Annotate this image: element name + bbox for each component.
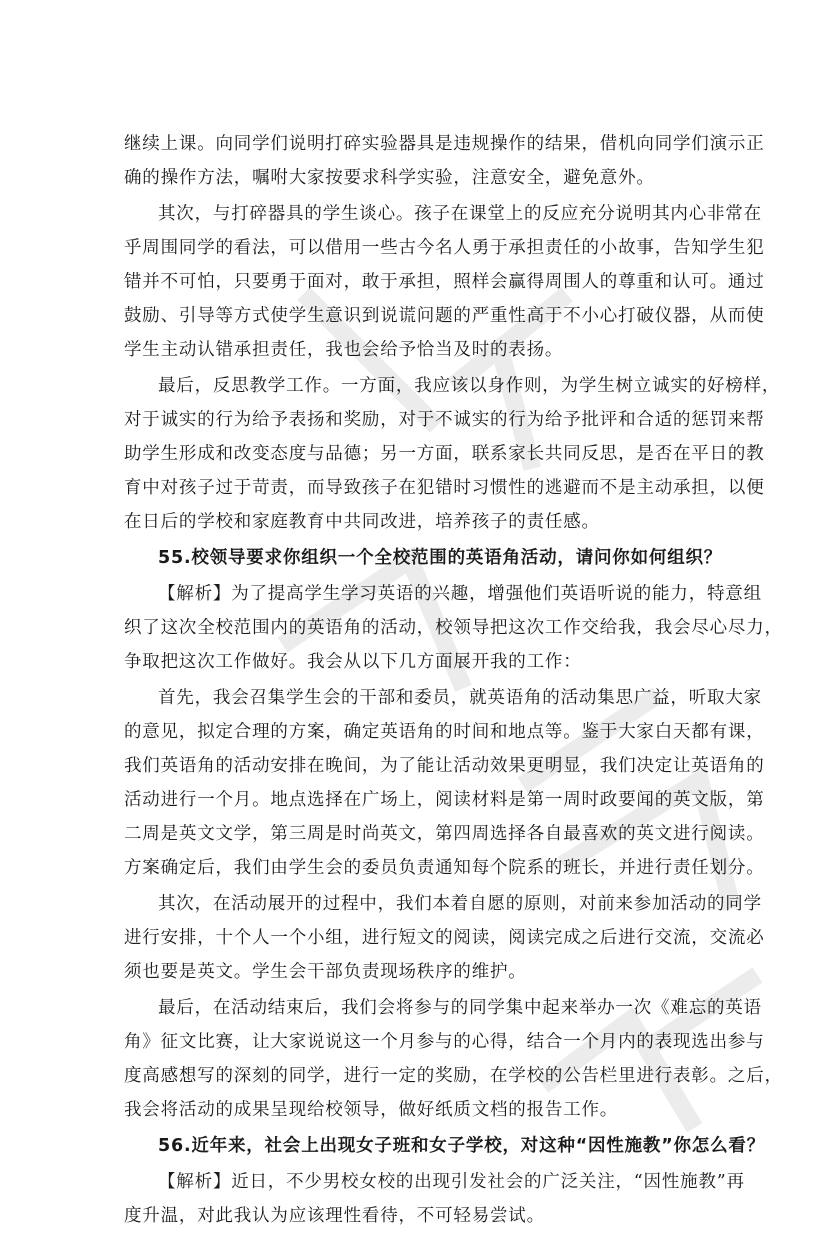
- text-line: 争取把这次工作做好。我会从以下几方面展开我的工作：: [124, 652, 582, 672]
- text-line: 我们英语角的活动安排在晚间，为了能让活动效果更明显，我们决定让英语角的: [124, 756, 765, 776]
- body-paragraph: [124, 681, 765, 885]
- text-line: 活动进行一个月。地点选择在广场上，阅读材料是第一周时政要闻的英文版，第: [124, 790, 765, 810]
- text-line: 错并不可怕，只要勇于面对，敢于承担，照样会赢得周围人的尊重和认可。通过: [124, 272, 765, 292]
- text-line: 其次，与打碎器具的学生谈心。孩子在课堂上的反应充分说明其内心非常在: [158, 204, 762, 224]
- body-paragraph: [124, 887, 765, 989]
- text-line: 56.近年来，社会上出现女子班和女子学校，对这种“因性施教”你怎么看？: [158, 1136, 766, 1156]
- body-paragraph: [124, 1165, 745, 1233]
- text-line: 角》征文比赛，让大家说说这一个月参与的心得，结合一个月内的表现选出参与: [124, 1032, 765, 1052]
- document-body: [124, 127, 783, 1235]
- text-line: 育中对孩子过于苛责，而导致孩子在犯错时习惯性的逃避而不是主动承担，以便: [124, 478, 765, 498]
- text-line: 最后，在活动结束后，我们会将参与的同学集中起来举办一次《难忘的英语: [158, 998, 762, 1018]
- text-line: 学生主动认错承担责任，我也会给予恰当及时的表扬。: [124, 340, 564, 360]
- text-line: 乎周围同学的看法，可以借用一些古今名人勇于承担责任的小故事，告知学生犯: [124, 238, 765, 258]
- text-line: 度升温，对此我认为应该理性看待，不可轻易尝试。: [124, 1206, 545, 1226]
- text-line: 方案确定后，我们由学生会的委员负责通知每个院系的班长，并进行责任划分。: [124, 858, 765, 878]
- body-paragraph: [124, 991, 783, 1127]
- text-line: 我会将活动的成果呈现给校领导，做好纸质文档的报告工作。: [124, 1100, 619, 1120]
- text-line: 最后，反思教学工作。一方面，我应该以身作则，为学生树立诚实的好榜样，: [158, 376, 781, 396]
- text-line: 55.校领导要求你组织一个全校范围的英语角活动，请问你如何组织？: [158, 548, 723, 568]
- question-heading: [124, 1129, 766, 1163]
- text-line: 织了这次全校范围内的英语角的活动，校领导把这次工作交给我，我会尽心尽力，: [124, 618, 783, 638]
- question-heading: [124, 541, 723, 575]
- text-line: 【解析】近日，不少男校女校的出现引发社会的广泛关注，“因性施教”再: [158, 1172, 745, 1192]
- text-line: 在日后的学校和家庭教育中共同改进，培养孩子的责任感。: [124, 512, 600, 532]
- text-line: 进行安排，十个人一个小组，进行短文的阅读，阅读完成之后进行交流，交流必: [124, 928, 765, 948]
- body-paragraph: [124, 369, 781, 539]
- text-line: 确的操作方法，嘱咐大家按要求科学实验，注意安全，避免意外。: [124, 168, 655, 188]
- text-line: 度高感想写的深刻的同学，进行一定的奖励，在学校的公告栏里进行表彰。之后，: [124, 1066, 783, 1086]
- text-line: 对于诚实的行为给予表扬和奖励，对于不诚实的行为给予批评和合适的惩罚来帮: [124, 410, 765, 430]
- text-line: 助学生形成和改变态度与品德；另一方面，联系家长共同反思，是否在平日的教: [124, 444, 765, 464]
- body-paragraph: [124, 197, 765, 367]
- body-paragraph: [124, 127, 765, 195]
- text-line: 二周是英文文学，第三周是时尚英文，第四周选择各自最喜欢的英文进行阅读。: [124, 824, 765, 844]
- text-line: 其次，在活动展开的过程中，我们本着自愿的原则，对前来参加活动的同学: [158, 894, 762, 914]
- text-line: 鼓励、引导等方式使学生意识到说谎问题的严重性高于不小心打破仪器，从而使: [124, 306, 765, 326]
- text-line: 的意见，拟定合理的方案，确定英语角的时间和地点等。鉴于大家白天都有课，: [124, 722, 765, 742]
- text-line: 【解析】为了提高学生学习英语的兴趣，增强他们英语听说的能力，特意组: [158, 584, 762, 604]
- text-line: 继续上课。向同学们说明打碎实验器具是违规操作的结果，借机向同学们演示正: [124, 134, 765, 154]
- body-paragraph: [124, 577, 783, 679]
- text-line: 须也要是英文。学生会干部负责现场秩序的维护。: [124, 962, 527, 982]
- text-line: 首先，我会召集学生会的干部和委员，就英语角的活动集思广益，听取大家: [158, 688, 762, 708]
